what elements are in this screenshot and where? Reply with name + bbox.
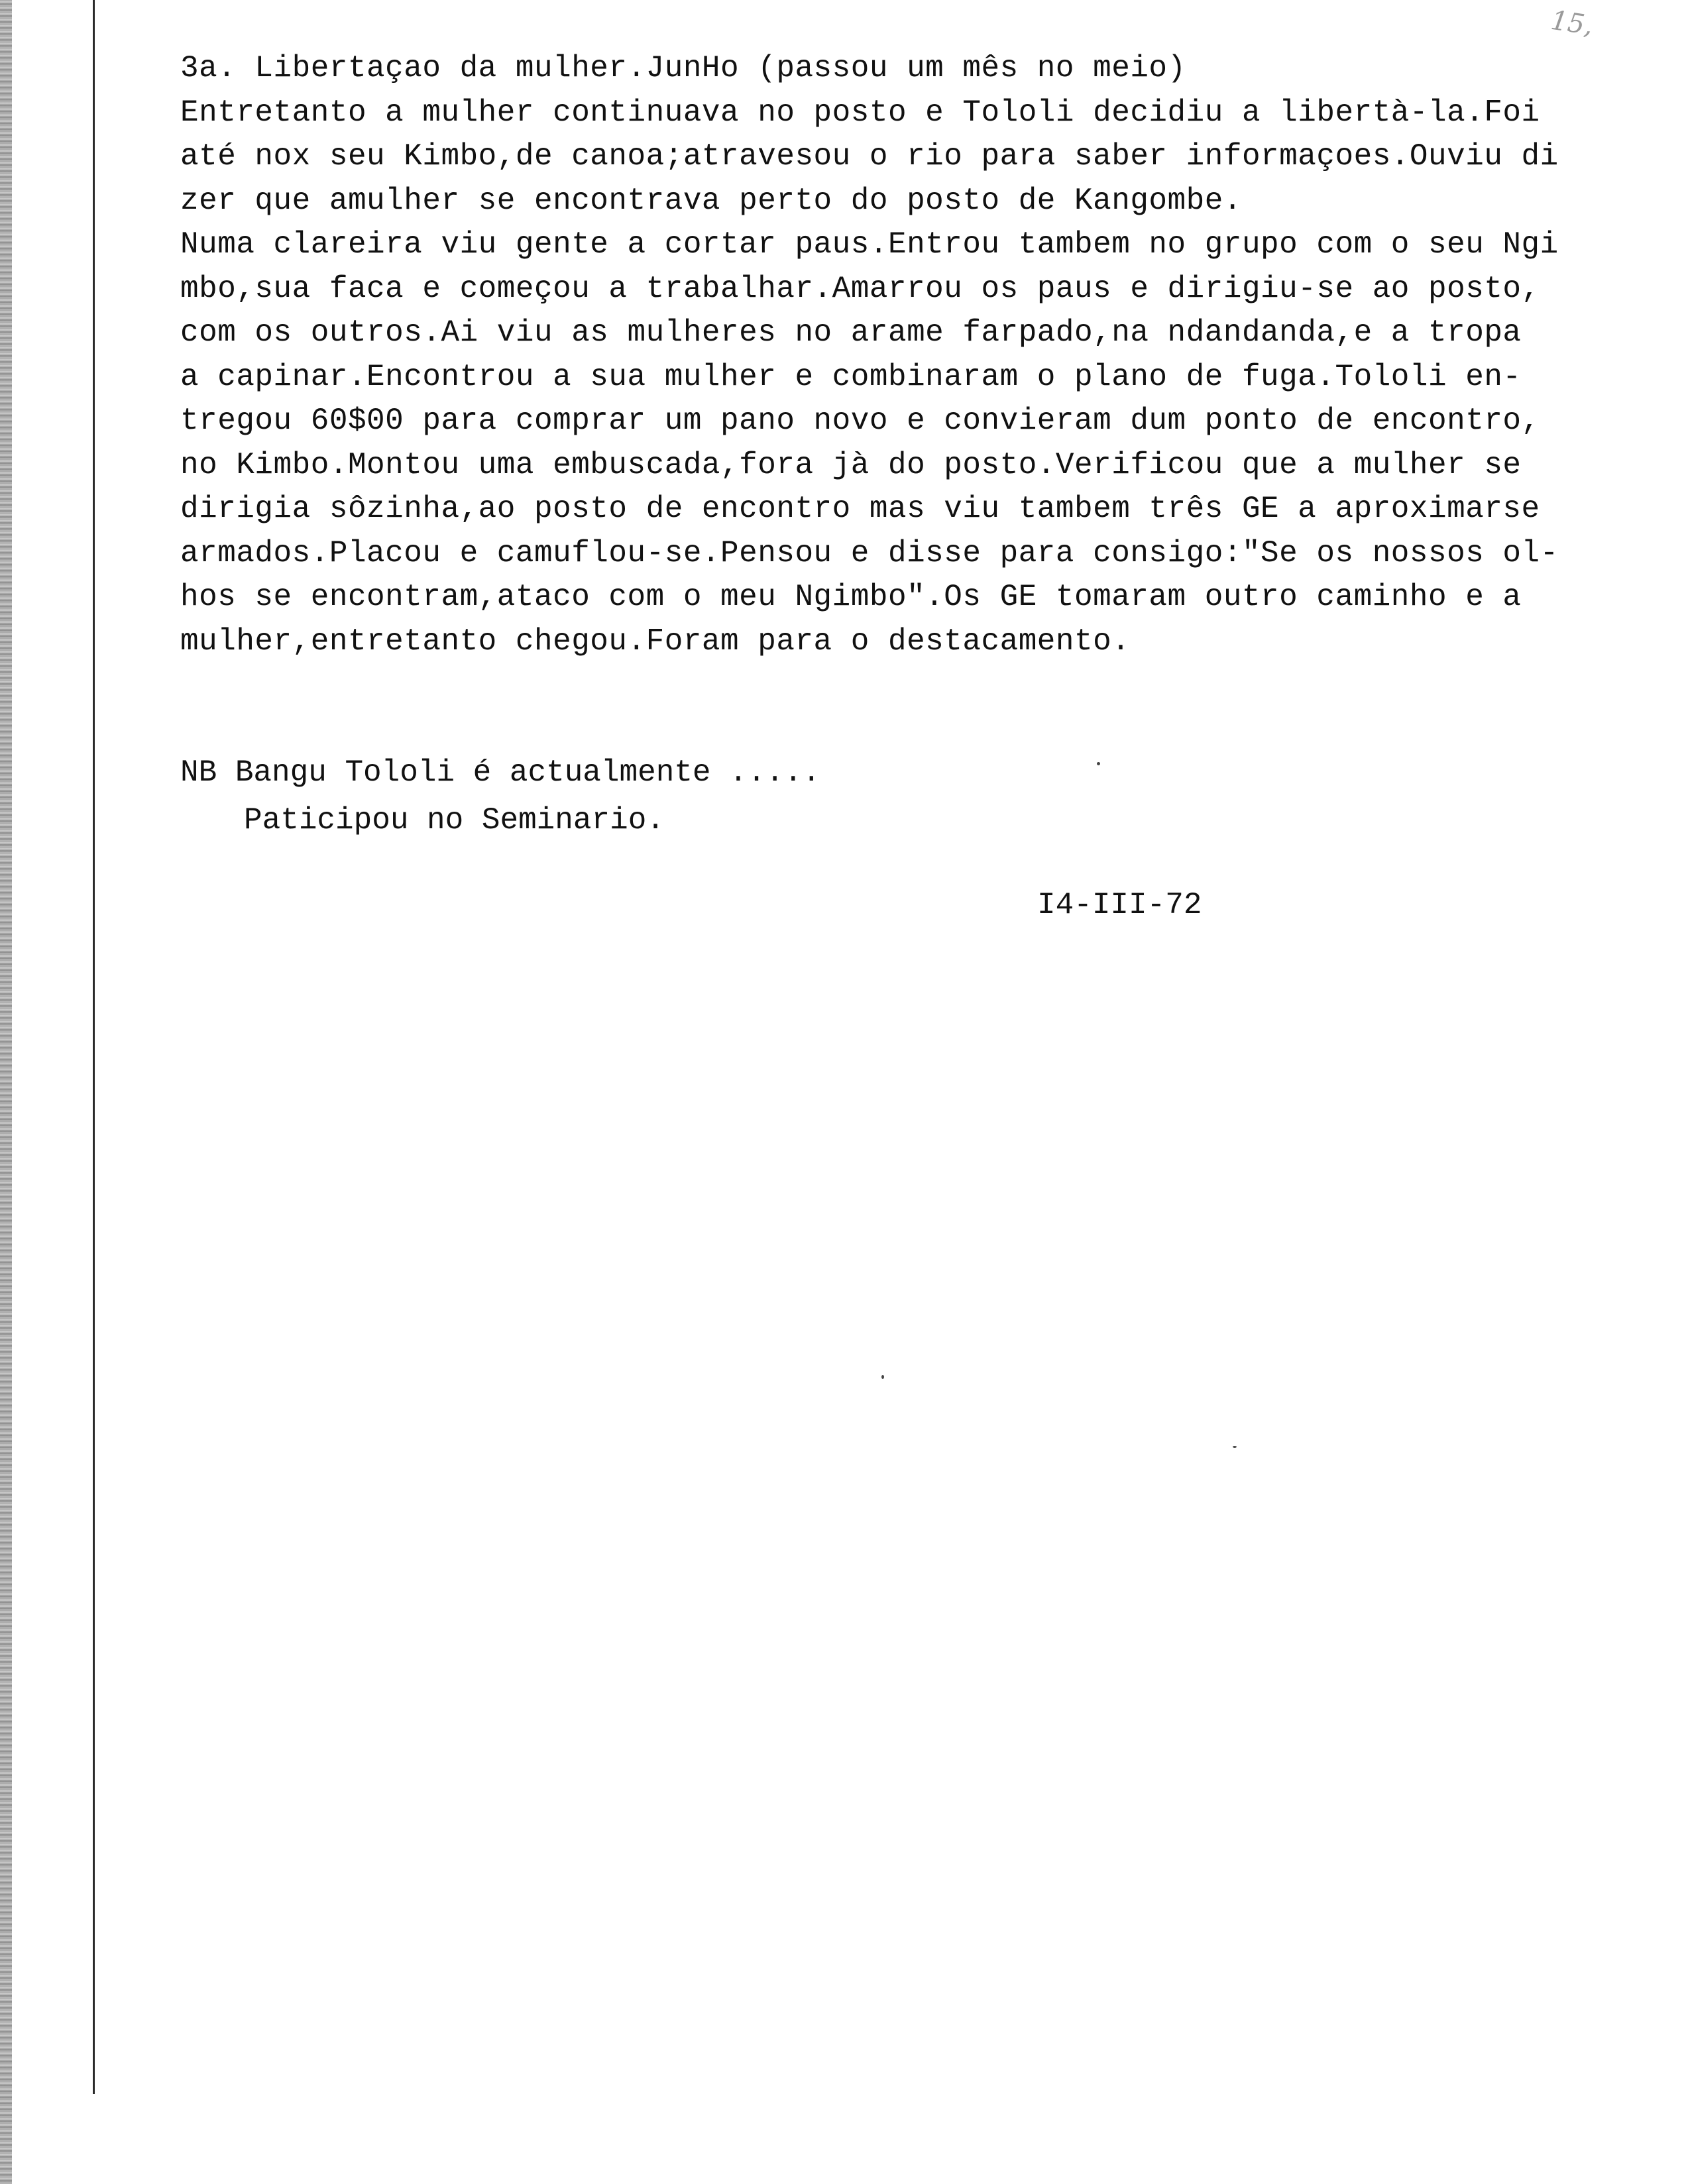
body-line: dirigia sôzinha,ao posto de encontro mas viu tambem três GE a aproximarse (180, 492, 1540, 526)
body-line: tregou 60$00 para comprar um pano novo e convieram dum ponto de encontro, (180, 404, 1540, 438)
folio-number: 15, (1549, 5, 1595, 42)
ink-speck (1097, 762, 1100, 765)
body-line: mulher,entretanto chegou.Foram para o destacamento. (180, 624, 1131, 659)
body-line: Entretanto a mulher continuava no posto e Tololi decidiu a libertà-la.Foi (180, 95, 1540, 130)
body-line: hos se encontram,ataco com o meu Ngimbo".Os GE tomaram outro caminho e a (180, 580, 1522, 614)
body-line: 3a. Libertaçao da mulher.JunHo (passou um mês no meio) (180, 51, 1186, 85)
note-line: Paticipou no Seminario. (244, 803, 665, 838)
nota-bene (180, 749, 820, 844)
note-line: NB Bangu Tololi é actualmente ..... (180, 755, 821, 790)
body-line: mbo,sua faca e começou a trabalhar.Amarrou os paus e dirigiu-se ao posto, (180, 271, 1540, 306)
typed-body (180, 46, 1625, 663)
document-date: I4-III-72 (1037, 888, 1202, 922)
body-line: com os outros.Ai viu as mulheres no arame farpado,na ndandanda,e a tropa (180, 315, 1522, 350)
body-line: zer que amulher se encontrava perto do posto de Kangombe. (180, 183, 1242, 218)
ink-speck (1233, 1446, 1237, 1448)
body-line: armados.Placou e camuflou-se.Pensou e disse para consigo:"Se os nossos ol- (180, 535, 1559, 571)
body-line: no Kimbo.Montou uma embuscada,fora jà do posto.Verificou que a mulher se (180, 447, 1522, 482)
body-line: até nox seu Kimbo,de canoa;atravesou o rio para saber informaçoes.Ouviu di (180, 139, 1559, 174)
ink-speck (881, 1375, 884, 1379)
scan-edge (0, 0, 12, 2184)
body-line: Numa clareira viu gente a cortar paus.Entrou tambem no grupo com o seu Ngi (180, 227, 1559, 262)
body-line: a capinar.Encontrou a sua mulher e combinaram o plano de fuga.Tololi en- (180, 359, 1522, 394)
margin-line (93, 0, 95, 2094)
